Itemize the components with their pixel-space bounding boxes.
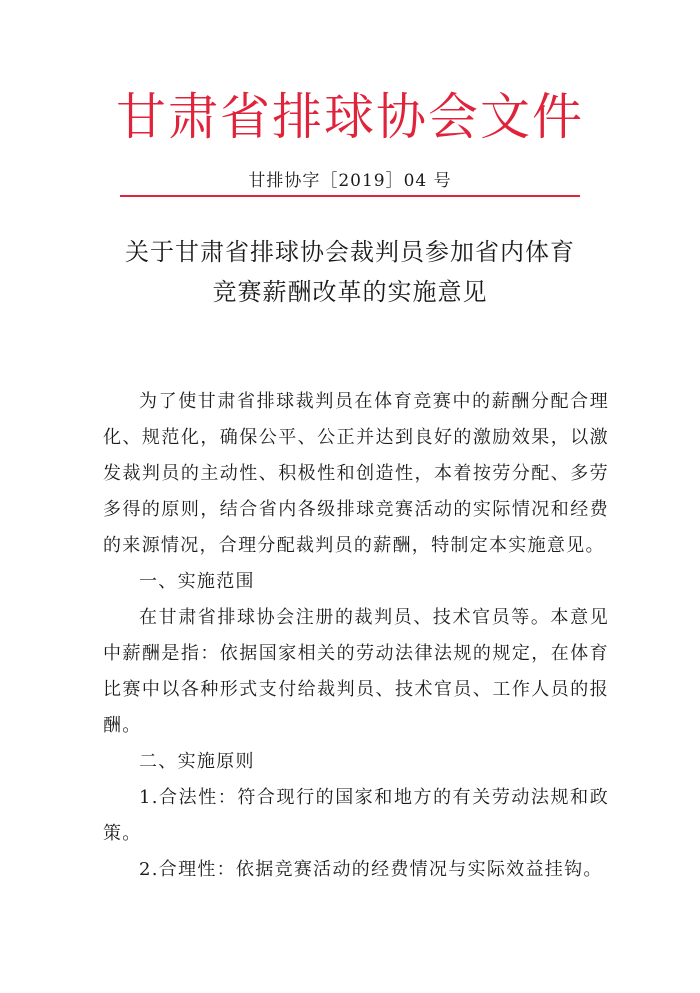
principle-rationality: 2.合理性：依据竞赛活动的经费情况与实际效益挂钩。 <box>139 859 603 880</box>
section-heading-principles: 二、实施原则 <box>139 751 255 772</box>
document-number: 甘排协字［2019］04 号 <box>248 171 452 191</box>
scope-paragraph: 在甘肃省排球协会注册的裁判员、技术官员等。本意见中薪酬是指：依据国家相关的劳动法律法规的规定，在体育比赛中以各种形式支付给裁判员、技术官员、工作人员的报酬。 <box>103 607 609 736</box>
principle-legality: 1.合法性：符合现行的国家和地方的有关劳动法规和政策。 <box>103 787 609 844</box>
document-title <box>80 232 620 312</box>
section-heading-scope: 一、实施范围 <box>139 571 255 592</box>
document-title-line-1: 关于甘肃省排球协会裁判员参加省内体育 <box>125 238 575 266</box>
document-body <box>103 384 609 888</box>
document-title-line-2: 竞赛薪酬改革的实施意见 <box>212 278 488 306</box>
intro-paragraph: 为了使甘肃省排球裁判员在体育竞赛中的薪酬分配合理化、规范化，确保公平、公正并达到良好的激励效果，以激发裁判员的主动性、积极性和创造性，本着按劳分配、多劳多得的原则，结合省内各级排球竞赛活动的实际情况和经费的来源情况，合理分配裁判员的薪酬，特制定本实施意见。 <box>103 391 609 556</box>
document-header-title: 甘肃省排球协会文件 <box>116 88 584 146</box>
header-divider <box>120 195 580 197</box>
